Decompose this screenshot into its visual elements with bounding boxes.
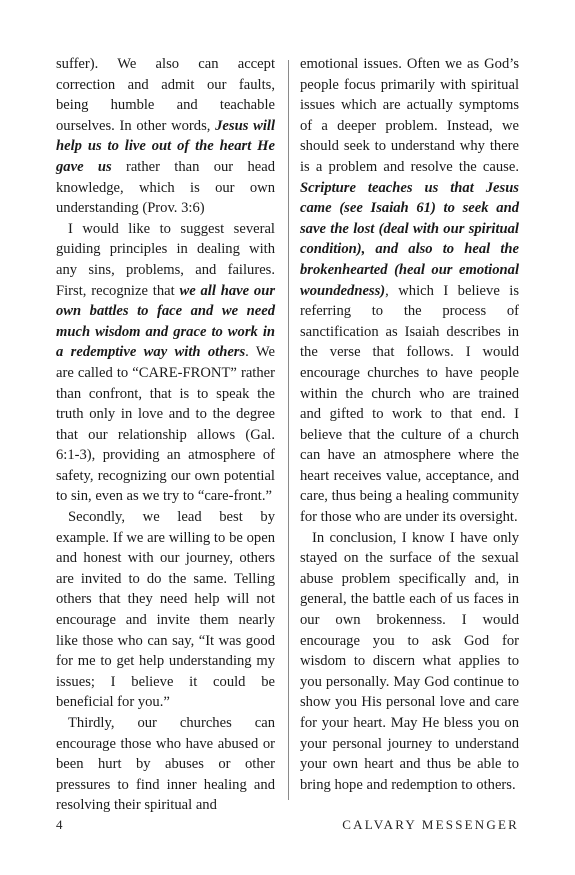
body-text: , which I believe is referring to the process of sanctification as Isaiah describes in the verse that follows. I would encourage churches to have people within the church who are trained and gifted to work to that end. I believe that the culture of a church can have an atmosphere where the heart receives value, acceptance, and care, thus being a healing community for those who are under its oversight. — [300, 282, 519, 526]
paragraph: In conclusion, I know I have only stayed on the surface of the sexual abuse problem specifically and, in general, the battle each of us faces in our own brokenness. I would encourage you to ask God for wisdom to discern what applies to you personally. May God continue to show you His personal love and care for your heart. May He bless you on your personal journey to understand your own heart and thus be able to bring hope and redemption to others. — [300, 529, 519, 793]
emphasis-text: Scripture teaches us that Jesus came (see Isaiah 61) to seek and save the lost (deal with our spiritual condition), and also to heal the brokenhearted (heal our emotional woundedness) — [300, 179, 519, 299]
left-column — [56, 54, 275, 816]
running-title: CALVARY MESSENGER — [342, 817, 519, 832]
paragraph — [56, 54, 275, 219]
page-number: 4 — [56, 817, 63, 832]
paragraph: Thirdly, our churches can encourage those who have abused or been hurt by abuses or other pressures to find inner healing and resolving their spiritual and — [56, 715, 275, 814]
body-text: I would like to suggest several guiding principles in dealing with any sins, problems, and failures. First, recognize that — [56, 220, 275, 299]
page-footer — [56, 817, 519, 837]
paragraph — [300, 54, 519, 528]
paragraph: Secondly, we lead best by example. If we are willing to be open and honest with our journey, others are invited to do the same. Telling others that they need help will not encourage and invite them nearly like those who can say, “It was good for me to get help understanding my issues; I believe it could be beneficial for you.” — [56, 509, 275, 711]
emphasis-text: we all have our own battles to face and we need much wisdom and grace to work in a redemptive way with others — [56, 282, 275, 361]
emphasis-text: Jesus will help us to live out of the heart He gave us — [56, 117, 275, 175]
body-text: suffer). We also can accept correction and admit our faults, being humble and teachable ourselves. In other words, — [56, 56, 275, 134]
body-text: emotional issues. Often we as God’s people focus primarily with spiritual issues which are actually symptoms of a deeper problem. Instead, we should seek to understand why there is a problem and resolve the cause. — [300, 56, 519, 175]
paragraph — [56, 219, 275, 507]
column-divider — [288, 60, 289, 800]
right-column — [300, 54, 519, 795]
body-text: rather than our head knowledge, which is our own understanding (Prov. 3:6) — [56, 158, 276, 217]
body-text: . We are called to “CARE-FRONT” rather than confront, that is to speak the truth only in love and to the degree that our relationship allows (Gal. 6:1-3), providing an atmosphere of safety, recognizing our own potential to sin, even as we try to “care-front.” — [56, 344, 275, 505]
